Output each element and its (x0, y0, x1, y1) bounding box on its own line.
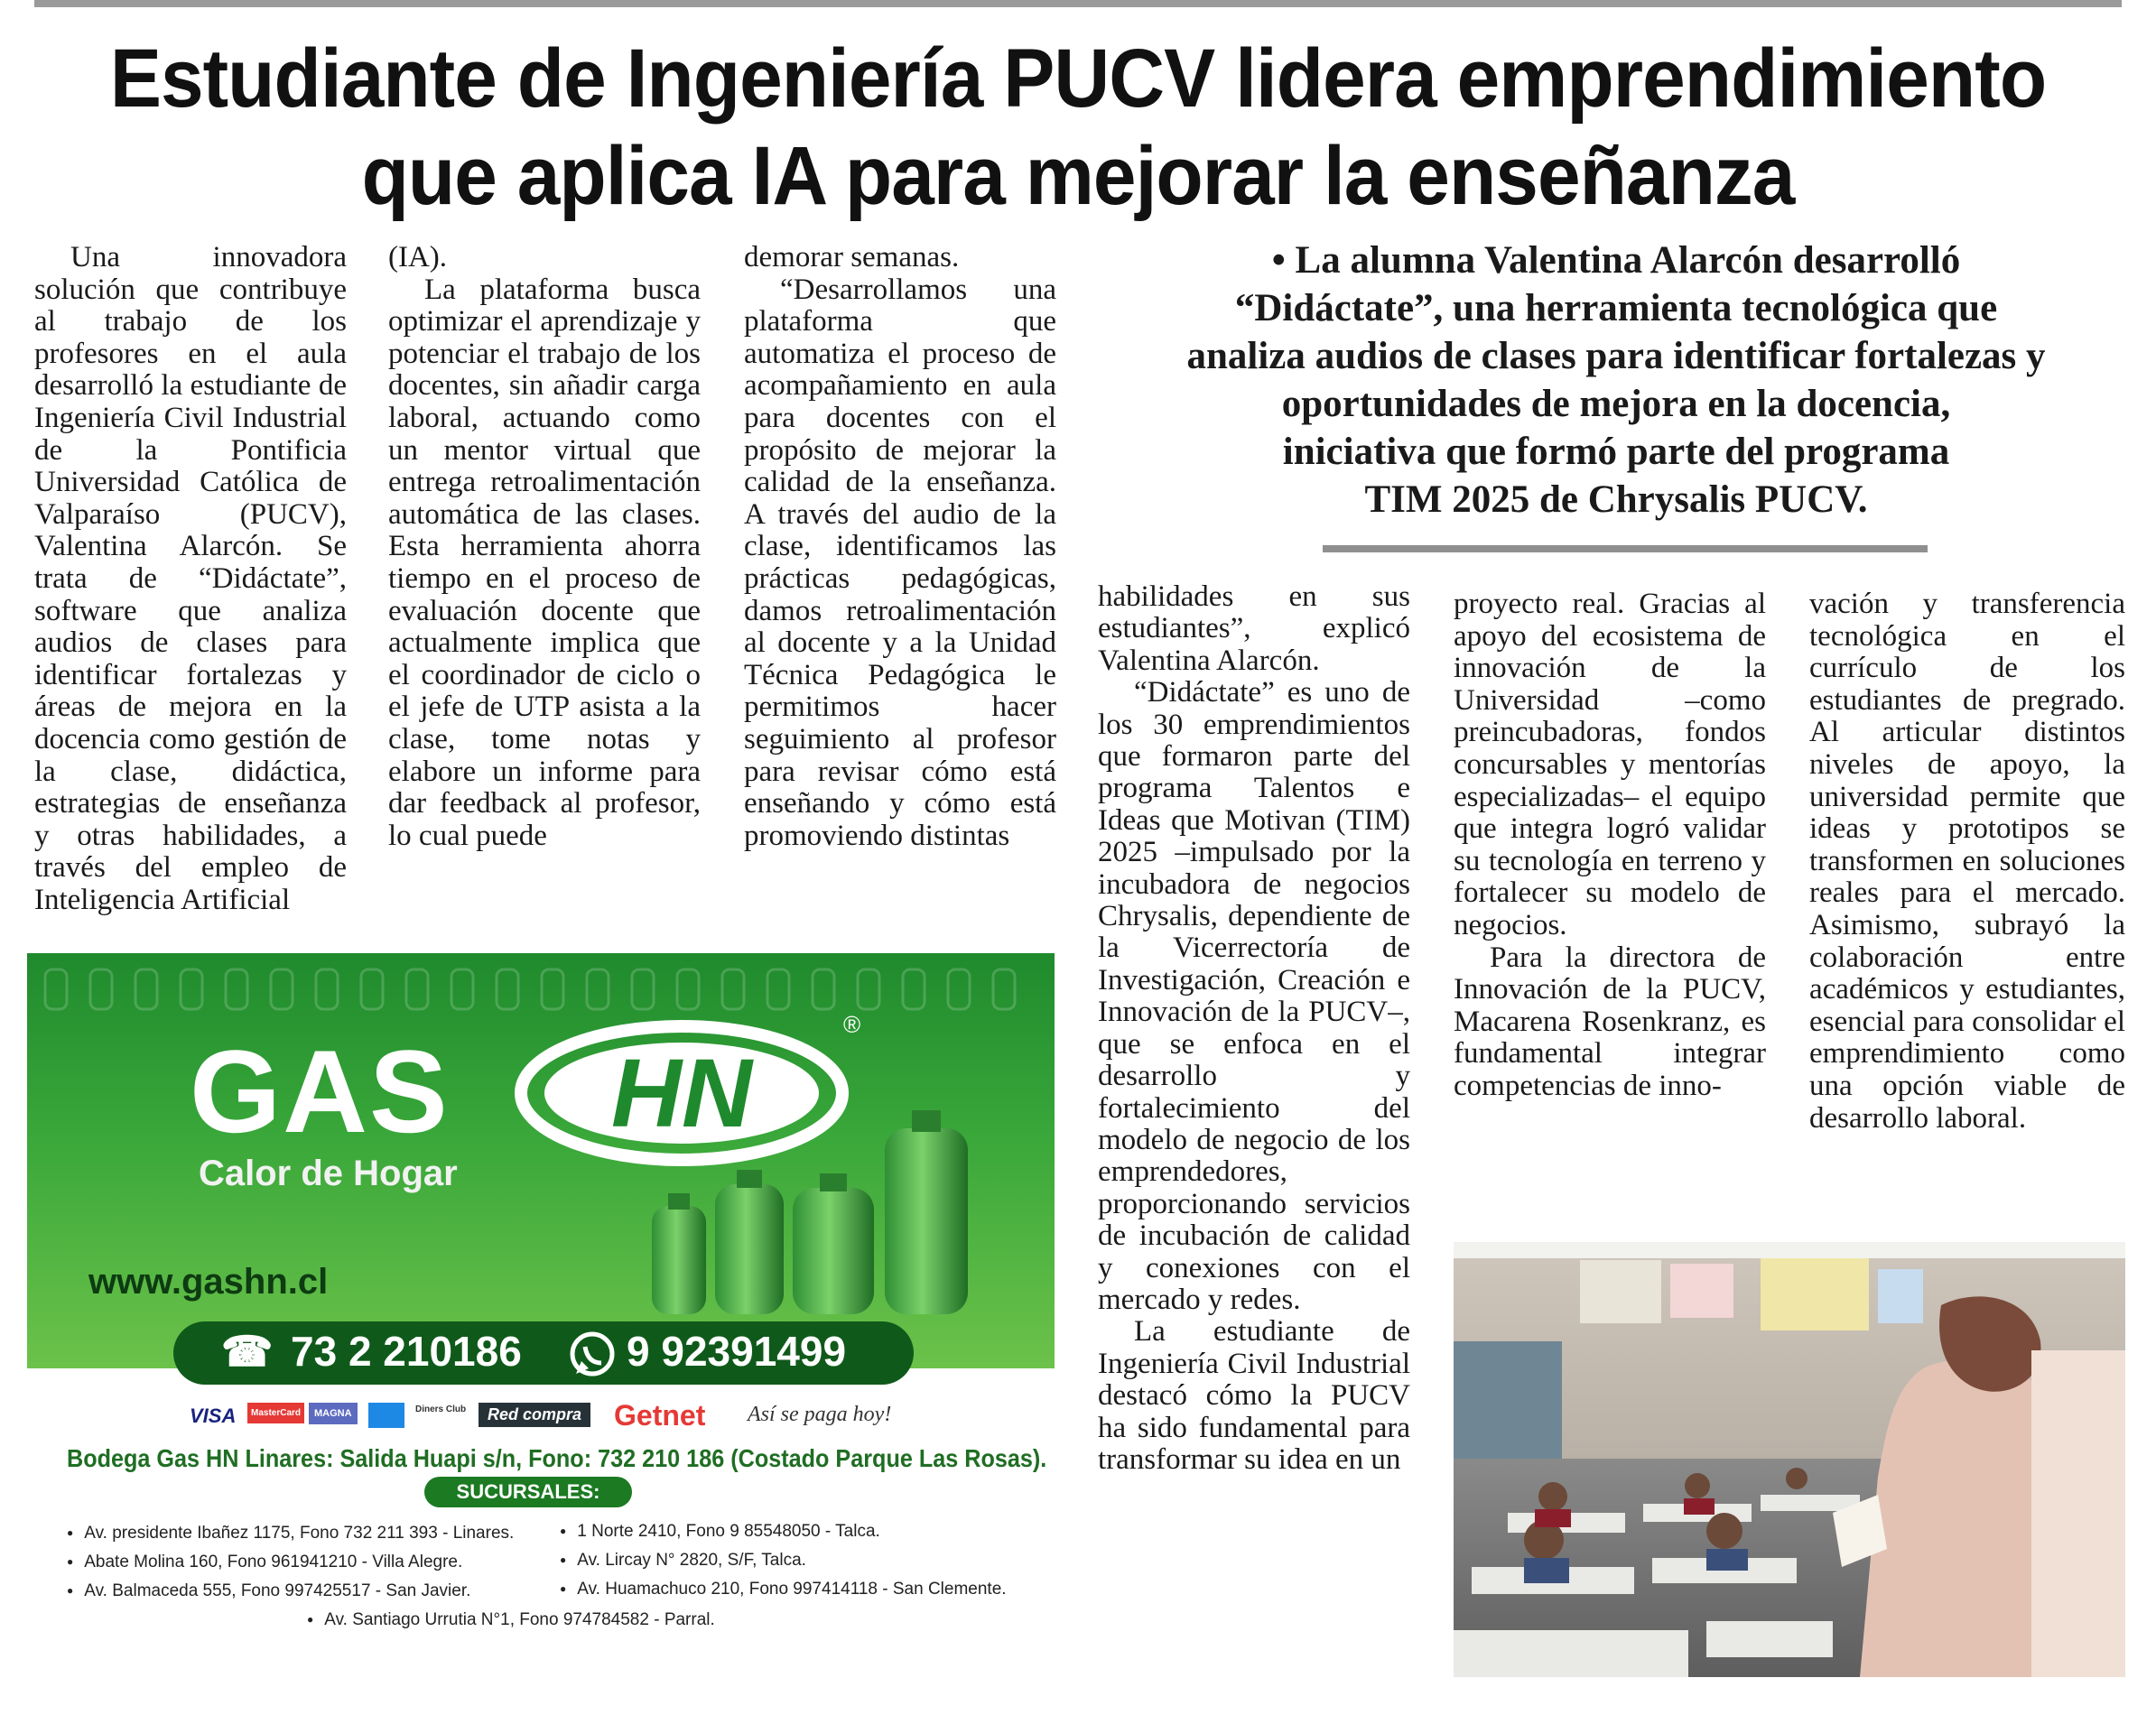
article-column-4 (1098, 581, 1410, 1476)
paragraph: La estudiante de Ingeniería Civil Industrial destacó cómo la PUCV ha sido fundamental para transformar su idea en un (1098, 1315, 1410, 1476)
paragraph: La plataforma busca optimizar el aprendizaje y potenciar el trabajo de los docentes, sin añadir carga laboral, actuando como un mentor virtual que entrega retroalimentación automática de las clases. Esta herramienta ahorra tiempo en el proceso de evaluación docente que actualmente implica que el coordinador de ciclo o el jefe de UTP asista a la clase, tome notas y elabore un informe para dar feedback al profesor, lo cual puede (388, 273, 701, 852)
ad-slogan: Calor de Hogar (199, 1154, 458, 1193)
getnet-logo: Getnet (614, 1399, 706, 1432)
whatsapp-icon (569, 1330, 616, 1377)
paragraph: Una innovadora solución que contribuye al trabajo de los profesores en el aula desarrolló la estudiante de Ingeniería Civil Industrial de la Pontificia Universidad Católica de Valparaíso (PUCV), Valentina Alarcón. Se trata de “Didáctate”, software que analiza audios de clases para identificar fortalezas y áreas de mejora en la docencia como gestión de la clase, didáctica, estrategias de enseñanza y otras habilidades, a través del empleo de Inteligencia Artificial (34, 241, 347, 916)
amex-logo (368, 1403, 404, 1428)
headline-line-1: Estudiante de Ingeniería PUCV lidera emprendimiento (109, 32, 2047, 125)
paragraph: vación y transferencia tecnológica en el currículo de los estudiantes de pregrado. Al articular distintos niveles de apoyo, la universidad permite que ideas y prototipos se transformen en soluciones reales para el mercado. Asimismo, subrayó la colaboración entre académicos y estudiantes, esencial para consolidar el emprendimiento como una opción viable de desarrollo laboral. (1809, 588, 2125, 1135)
ad-sucursales-label: SUCURSALES: (424, 1477, 632, 1507)
top-rule (34, 0, 2122, 7)
deck-line: analiza audios de clases para identificar fortalezas y (1186, 335, 2046, 377)
branch-item: ● Av. Lircay N° 2820, S/F, Talca. (560, 1551, 806, 1571)
paragraph: demorar semanas. (744, 241, 960, 273)
phone-icon: ☎ (221, 1328, 274, 1375)
article-column-3 (744, 242, 1056, 852)
branch-item: ● Av. Balmaceda 555, Fono 997425517 - San Javier. (67, 1581, 470, 1601)
article-column-6 (1809, 589, 2125, 1135)
branch-item: ● Av. presidente Ibañez 1175, Fono 732 211 393 - Linares. (67, 1524, 514, 1544)
paragraph: “Desarrollamos una plataforma que automatiza el proceso de acompañamiento en aula para docentes con el propósito de mejorar la calidad de la enseñanza. A través del audio de la clase, identificamos las prácticas pedagógicas, damos retroalimentación al docente y a la Unidad Técnica Pedagógica le permitimos hacer seguimiento al profesor para revisar cómo está enseñando y cómo está promoviendo distintas (744, 273, 1056, 852)
ad-banner (27, 953, 1055, 1368)
asi-se-paga-hoy-logo: Así se paga hoy! (748, 1403, 892, 1426)
diners-logo: Diners Club (415, 1404, 467, 1414)
article-column-2 (388, 242, 701, 852)
ad-phone-landline: 73 2 210186 (291, 1328, 522, 1375)
deck-line: “Didáctate”, una herramienta tecnológica que (1234, 287, 1998, 329)
cylinder-pattern (27, 953, 1055, 1016)
ad-brand-hn: HN (611, 1038, 752, 1147)
mastercard-logo: MasterCard (247, 1403, 304, 1423)
article-column-1 (34, 242, 347, 916)
paragraph: (IA). (388, 241, 448, 273)
deck-line: iniciativa que formó parte del programa (1282, 431, 1950, 473)
branch-item: ● 1 Norte 2410, Fono 9 85548050 - Talca. (560, 1522, 880, 1542)
subheadline-deck (1101, 236, 2131, 524)
headline-line-2: que aplica IA para mejorar la enseñanza (361, 130, 1795, 222)
ad-website: www.gashn.cl (88, 1262, 329, 1302)
gas-hn-advertisement (27, 953, 1055, 1675)
article-column-5 (1454, 589, 1766, 1103)
paragraph: Para la directora de Innovación de la PUCV, Macarena Rosenkranz, es fundamental integrar competencias de inno- (1454, 941, 1766, 1102)
paragraph: habilidades en sus estudiantes”, explicó Valentina Alarcón. (1098, 580, 1410, 677)
branch-item: ● Av. Huamachuco 210, Fono 997414118 - San Clemente. (560, 1580, 1007, 1599)
ad-bodega-address: Bodega Gas HN Linares: Salida Huapi s/n, Fono: 732 210 186 (Costado Parque Las Rosas). (67, 1444, 1047, 1472)
deck-divider (1323, 545, 1928, 552)
deck-line: TIM 2025 de Chrysalis PUCV. (1364, 478, 1868, 521)
gas-cylinders-icon (641, 1107, 1002, 1323)
visa-logo: VISA (190, 1404, 237, 1427)
deck-line: oportunidades de mejora en la docencia, (1281, 383, 1951, 425)
ad-phone-mobile: 9 92391499 (627, 1328, 847, 1375)
registered-mark: ® (843, 1011, 861, 1038)
magna-logo: MAGNA (309, 1403, 358, 1424)
deck-line: • La alumna Valentina Alarcón desarrolló (1271, 239, 1961, 282)
branch-item: ● Av. Santiago Urrutia N°1, Fono 974784582 - Parral. (307, 1610, 715, 1630)
redcompra-logo: Red compra (479, 1403, 590, 1427)
classroom-photo (1454, 1242, 2125, 1677)
paragraph: “Didáctate” es uno de los 30 emprendimientos que formaron parte del programa Talentos e Ideas que Motivan (TIM) 2025 –impulsado por la incubadora de negocios Chrysalis, dependiente de la Vicerrectoría de Investigación, Creación e Innovación de la PUCV–, que se enfoca en el desarrollo y fortalecimiento del modelo de negocio de los emprendedores, proporcionando servicios de incubación de calidad y conexiones con el mercado y redes. (1098, 676, 1410, 1316)
branch-item: ● Abate Molina 160, Fono 961941210 - Villa Alegre. (67, 1553, 462, 1572)
paragraph: proyecto real. Gracias al apoyo del ecosistema de innovación de la Universidad –como preincubadoras, fondos concursables y mentorías especializadas– el equipo que integra logró validar su tecnología en terreno y fortalecer su modelo de negocios. (1454, 588, 1766, 941)
ad-brand-gas: GAS (190, 1025, 450, 1157)
